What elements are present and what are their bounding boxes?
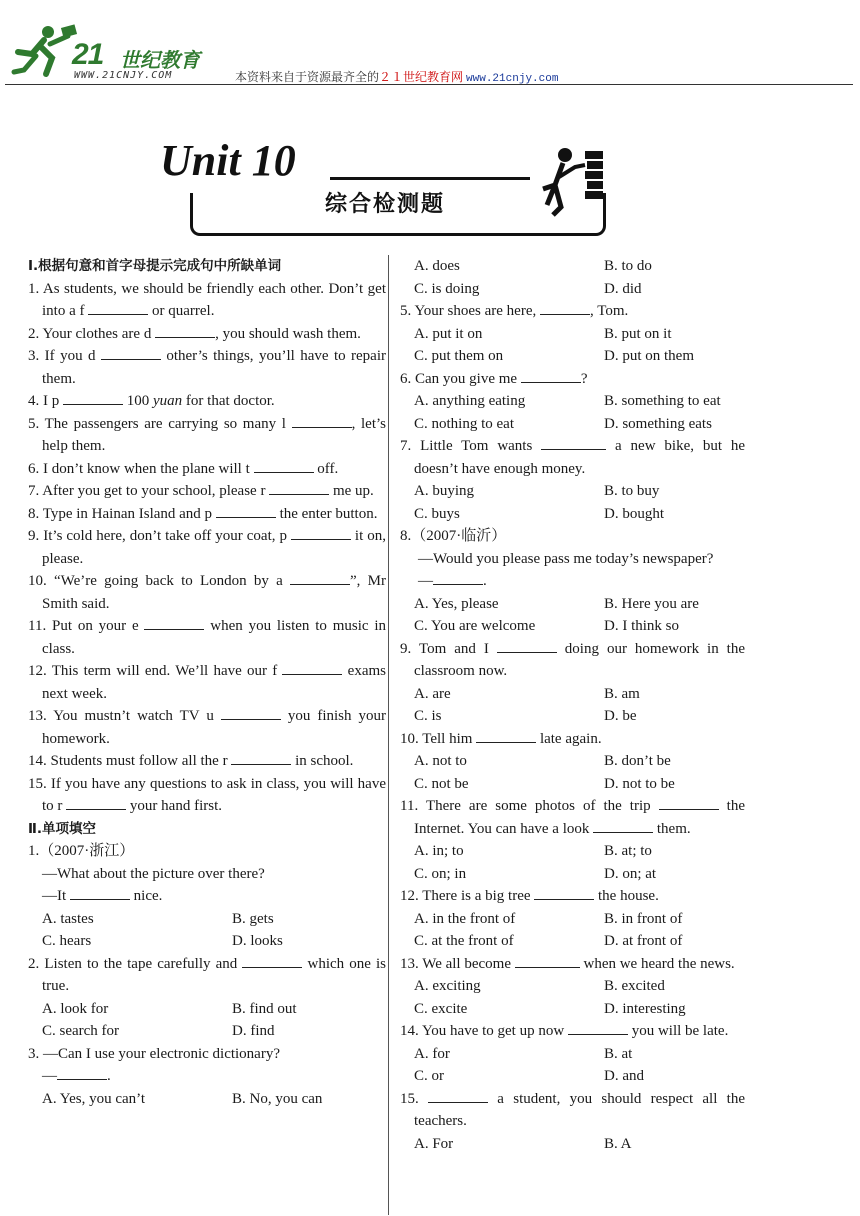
q3-options-ab — [28, 1088, 386, 1111]
q11-blank2[interactable] — [593, 818, 653, 833]
q10-option-d[interactable]: D. not to be — [604, 775, 675, 792]
q5-option-b[interactable]: B. put on it — [604, 325, 672, 342]
q3-dash: — — [42, 1068, 57, 1084]
q15-option-b[interactable]: B. A — [604, 1135, 632, 1152]
left-column — [28, 255, 386, 1110]
fill-blank[interactable] — [63, 390, 123, 405]
item-number: 5. — [28, 415, 40, 432]
q6-option-a[interactable]: A. anything eating — [414, 393, 526, 409]
q14-stem-a: You have to get up now — [421, 1023, 565, 1039]
item-text-b: you finish your homework. — [42, 708, 387, 747]
fill-blank[interactable] — [155, 323, 215, 338]
q12-option-a[interactable]: A. in the front of — [414, 910, 516, 927]
q13-stem-b: when we heard the news. — [579, 955, 735, 972]
q1-blank[interactable] — [70, 885, 130, 900]
item-text-b: exams next week. — [42, 663, 387, 702]
item-text-a: It’s cold here, don’t take off your coat, p — [43, 528, 287, 544]
q7-option-c[interactable]: C. buys — [414, 505, 460, 522]
fill-blank[interactable] — [292, 413, 352, 428]
q7-blank[interactable] — [541, 435, 606, 450]
logo-url-text: WWW.21CNJY.COM — [74, 70, 173, 81]
q8-dash: — — [418, 573, 433, 589]
item-text-d: for that doctor. — [182, 393, 275, 409]
item-text-a: “We’re going back to London by a — [53, 573, 283, 589]
item-number: 3. — [28, 348, 40, 364]
q7-option-a[interactable]: A. buying — [414, 483, 474, 499]
q1-line2-b: nice. — [129, 888, 163, 904]
q6-options-ab — [400, 390, 745, 413]
q9-option-b[interactable]: B. am — [604, 685, 640, 702]
q2-stem-b: which one is true. — [42, 955, 387, 994]
q4-option-a[interactable]: A. does — [414, 258, 460, 274]
q1-option-b[interactable]: B. gets — [232, 910, 274, 927]
q12-stem: 12. There is a big tree the house. — [400, 885, 745, 908]
q3-option-b[interactable]: B. No, you can — [232, 1090, 323, 1107]
q5-options-ab — [400, 323, 745, 346]
q11-option-c[interactable]: C. on; in — [414, 865, 467, 882]
fill-blank[interactable] — [144, 615, 204, 630]
q10-options-cd — [400, 773, 745, 796]
q1-source: 1.（2007·浙江） — [28, 843, 135, 859]
item-text-a: I don’t know when the plane will t — [43, 460, 250, 477]
q11-options-ab — [400, 840, 745, 863]
item-text-a: Your clothes are d — [42, 325, 152, 342]
header-note — [235, 68, 558, 85]
q13-option-d[interactable]: D. interesting — [604, 1000, 686, 1017]
q7-stem-a: Little Tom wants — [420, 438, 533, 454]
q14-blank[interactable] — [568, 1020, 628, 1035]
item-text-b: off. — [313, 460, 339, 477]
q2-option-c[interactable]: C. search for — [42, 1023, 120, 1039]
section1-item — [28, 570, 386, 615]
q5-option-d[interactable]: D. put on them — [604, 348, 694, 364]
q4-option-b[interactable]: B. to do — [604, 258, 652, 274]
q11-option-b[interactable]: B. at; to — [604, 843, 652, 859]
item-number: 7. — [28, 483, 40, 499]
title-underline — [330, 177, 530, 180]
logo-21-text: 21 — [72, 38, 104, 71]
q14-stem-b: you will be late. — [627, 1023, 729, 1039]
q13-blank[interactable] — [515, 953, 580, 968]
header-divider — [5, 84, 853, 85]
q9-stem: 9. Tom and I doing our homework in the classroom now. — [400, 638, 745, 683]
q9-option-a[interactable]: A. are — [414, 685, 451, 702]
q8-options-cd — [400, 615, 745, 638]
column-divider — [388, 255, 389, 1215]
q14-option-a[interactable]: A. for — [414, 1045, 450, 1062]
item-text-b: ”, Mr Smith said. — [42, 573, 386, 612]
q11-option-d[interactable]: D. on; at — [604, 865, 657, 882]
q1-option-a[interactable]: A. tastes — [42, 910, 94, 927]
section1-item — [28, 413, 386, 458]
q6-stem: 6. Can you give me ? — [400, 368, 745, 391]
q2-stem-a: Listen to the tape carefully and — [44, 955, 238, 972]
q1-line2 — [28, 885, 386, 908]
q7-options-ab — [400, 480, 745, 503]
item-number: 6. — [28, 460, 40, 477]
q6-stem-a: Can you give me — [415, 370, 518, 387]
q7-stem: 7. Little Tom wants a new bike, but he doesn’t have enough money. — [400, 435, 745, 480]
page-header — [0, 0, 860, 90]
section1-item — [28, 323, 386, 346]
q12-option-b[interactable]: B. in front of — [604, 910, 683, 927]
q6-stem-b: ? — [580, 370, 588, 387]
q15-stem: 15. a student, you should respect all the teachers. — [400, 1088, 745, 1133]
q10-blank[interactable] — [476, 728, 536, 743]
header-note-url[interactable]: www.21cnjy.com — [466, 73, 559, 85]
q11-stem: 11. There are some photos of the trip the Internet. You can have a look them. — [400, 795, 745, 840]
q6-option-c[interactable]: C. nothing to eat — [414, 415, 514, 432]
fill-blank[interactable] — [101, 345, 161, 360]
q1-options-ab — [28, 908, 386, 931]
q9-options-ab — [400, 683, 745, 706]
q14-options-ab — [400, 1043, 745, 1066]
q15-stem-b: a student, you should respect all the teachers. — [414, 1090, 745, 1129]
q15-blank[interactable] — [428, 1088, 488, 1103]
item-number: 2. — [28, 325, 40, 342]
q9-stem-b: doing our homework in the classroom now. — [414, 640, 746, 679]
q10-stem-b: late again. — [536, 730, 602, 747]
q5-stem: 5. Your shoes are here, , Tom. — [400, 300, 745, 323]
title-block — [160, 125, 620, 250]
q5-blank[interactable] — [540, 300, 590, 315]
q10-option-c[interactable]: C. not be — [414, 775, 469, 792]
q2-option-b[interactable]: B. find out — [232, 1000, 297, 1017]
q10-stem: 10. Tell him late again. — [400, 728, 745, 751]
section1-item — [28, 458, 386, 481]
q11-options-cd — [400, 863, 745, 886]
q13-option-a[interactable]: A. exciting — [414, 978, 481, 994]
item-text-b: 100 — [123, 393, 153, 409]
item-text-b: your hand first. — [126, 798, 222, 814]
item-number: 10. — [28, 573, 47, 589]
q13-options-cd — [400, 998, 745, 1021]
q11-option-a[interactable]: A. in; to — [414, 843, 464, 859]
q2-option-d[interactable]: D. find — [232, 1023, 275, 1039]
section1-item — [28, 503, 386, 526]
item-text-italic: yuan — [153, 393, 183, 409]
item-text-b: when you listen to music in class. — [42, 618, 387, 657]
q5-options-cd — [400, 345, 745, 368]
item-text-a: If you have any questions to ask in class, you will have to r — [42, 775, 387, 814]
q14-stem: 14. You have to get up now you will be late. — [400, 1020, 745, 1043]
q1-option-c[interactable]: C. hears — [42, 933, 92, 949]
item-text-b: it on, please. — [42, 528, 387, 567]
q8-blank[interactable] — [433, 570, 483, 585]
q10-option-a[interactable]: A. not to — [414, 753, 467, 769]
q11-blank1[interactable] — [659, 795, 719, 810]
q2-blank[interactable] — [242, 953, 302, 968]
q10-stem-a: Tell him — [422, 730, 473, 747]
q14-option-b[interactable]: B. at — [604, 1045, 633, 1062]
site-logo — [10, 22, 220, 82]
section1-list — [28, 278, 386, 818]
fill-blank[interactable] — [66, 795, 126, 810]
q10-options-ab — [400, 750, 745, 773]
q10-option-b[interactable]: B. don’t be — [604, 753, 671, 769]
q8-option-a[interactable]: A. Yes, please — [414, 595, 499, 612]
section2-heading: Ⅱ.单项填空 — [28, 820, 97, 837]
q9-blank[interactable] — [497, 638, 557, 653]
q14-option-c[interactable]: C. or — [414, 1068, 444, 1084]
q13-options-ab — [400, 975, 745, 998]
q12-options-ab — [400, 908, 745, 931]
subtitle: 综合检测题 — [325, 192, 446, 217]
fill-blank[interactable] — [216, 503, 276, 518]
item-number: 11. — [28, 618, 47, 634]
q9-option-c[interactable]: C. is — [414, 708, 442, 724]
runner-logo-icon — [10, 22, 80, 82]
section1-item — [28, 278, 386, 323]
q15-options-ab — [400, 1133, 745, 1156]
section1-item — [28, 773, 386, 818]
q8-line1: —Would you please pass me today’s newspaper? — [418, 550, 714, 567]
q9-stem-a: Tom and I — [418, 640, 489, 657]
q11-stem-b: the Internet. You can have a look — [414, 798, 745, 837]
fill-blank[interactable] — [254, 458, 314, 473]
section1-item — [28, 660, 386, 705]
q1-line1: —What about the picture over there? — [42, 865, 265, 882]
item-text-b: in school. — [291, 753, 354, 769]
q4-option-d[interactable]: D. did — [604, 280, 642, 297]
section1-item — [28, 750, 386, 773]
item-text-a: Students must follow all the r — [50, 753, 228, 769]
q3-stem: 3. —Can I use your electronic dictionary? — [28, 1045, 280, 1062]
q8-option-b[interactable]: B. Here you are — [604, 595, 699, 612]
item-text-a: Type in Hainan Island and p — [42, 505, 213, 522]
q4-options-ab — [400, 255, 745, 278]
logo-cn-text: 世纪教育 — [120, 48, 200, 72]
fill-blank[interactable] — [282, 660, 342, 675]
item-text-a: The passengers are carrying so many l — [44, 415, 286, 432]
q12-blank[interactable] — [534, 885, 594, 900]
item-text-b: me up. — [329, 483, 374, 499]
q7-option-d[interactable]: D. bought — [604, 505, 664, 522]
q15-option-a[interactable]: A. For — [414, 1135, 454, 1152]
q9-options-cd — [400, 705, 745, 728]
item-text-a: As students, we should be friendly each other. Don’t get into a f — [42, 280, 386, 319]
q3-option-a[interactable]: A. Yes, you can’t — [42, 1090, 146, 1107]
fill-blank[interactable] — [221, 705, 281, 720]
item-text-b: or quarrel. — [148, 303, 215, 319]
item-number: 12. — [28, 663, 47, 679]
q1-option-d[interactable]: D. looks — [232, 933, 283, 949]
item-text-a: After you get to your school, please r — [42, 483, 266, 499]
q12-option-c[interactable]: C. at the front of — [414, 933, 514, 949]
item-number: 9. — [28, 528, 40, 544]
fill-blank[interactable] — [290, 570, 350, 585]
item-number: 13. — [28, 708, 47, 724]
q4-option-c[interactable]: C. is doing — [414, 280, 480, 297]
q5-option-a[interactable]: A. put it on — [414, 325, 483, 342]
q8-option-c[interactable]: C. You are welcome — [414, 618, 536, 634]
q5-stem-a: Your shoes are here, — [414, 303, 537, 319]
item-number: 1. — [28, 280, 40, 297]
q8-options-ab — [400, 593, 745, 616]
q3-blank[interactable] — [57, 1065, 107, 1080]
item-text-a: You mustn’t watch TV u — [53, 708, 214, 724]
q13-option-c[interactable]: C. excite — [414, 1000, 468, 1017]
section1-item — [28, 480, 386, 503]
q11-stem-a: There are some photos of the trip — [425, 798, 651, 814]
q8-source: 8.（2007·临沂） — [400, 528, 507, 544]
item-number: 4. — [28, 393, 40, 409]
q13-stem-a: We all become — [422, 955, 511, 972]
unit-title: Unit 10 — [160, 136, 296, 185]
q11-stem-c: them. — [653, 820, 691, 837]
q2-options-ab — [28, 998, 386, 1021]
fill-blank[interactable] — [269, 480, 329, 495]
q2-stem: 2. Listen to the tape carefully and which one is true. — [28, 953, 386, 998]
q1-options-cd — [28, 930, 386, 953]
q8-option-d[interactable]: D. I think so — [604, 618, 679, 634]
q6-options-cd — [400, 413, 745, 436]
q8-answer-line: — . — [400, 570, 745, 593]
q13-option-b[interactable]: B. excited — [604, 978, 665, 994]
item-text-a: This term will end. We’ll have our f — [51, 663, 278, 679]
q7-option-b[interactable]: B. to buy — [604, 483, 660, 499]
item-text-a: Put on your e — [52, 618, 139, 634]
q12-options-cd — [400, 930, 745, 953]
fill-blank[interactable] — [231, 750, 291, 765]
item-text-a: I p — [43, 393, 60, 409]
q9-option-d[interactable]: D. be — [604, 708, 637, 724]
q7-stem-b: a new bike, but he doesn’t have enough money. — [414, 438, 746, 477]
q2-options-cd — [28, 1020, 386, 1043]
q5-option-c[interactable]: C. put them on — [414, 348, 504, 364]
q6-option-b[interactable]: B. something to eat — [604, 393, 721, 409]
header-note-site[interactable]: ２１世纪教育网 — [379, 70, 464, 84]
q5-stem-b: , Tom. — [589, 303, 629, 319]
section1-heading: Ⅰ.根据句意和首字母提示完成句中所缺单词 — [28, 258, 282, 274]
section1-item — [28, 705, 386, 750]
item-text-b: other’s things, you’ll have to repair them. — [42, 348, 387, 387]
fill-blank[interactable] — [88, 300, 148, 315]
q14-option-d[interactable]: D. and — [604, 1068, 644, 1084]
item-text-b: the enter button. — [275, 505, 378, 522]
q3-answer-line: — . — [28, 1065, 386, 1088]
header-note-prefix: 本资料来自于资源最齐全的 — [235, 70, 380, 84]
q6-blank[interactable] — [521, 368, 581, 383]
q12-stem-a: There is a big tree — [422, 888, 531, 904]
item-text-a: If you d — [44, 348, 96, 364]
item-text-b: , let’s help them. — [42, 415, 387, 454]
q7-options-cd — [400, 503, 745, 526]
q12-stem-b: the house. — [594, 888, 659, 904]
item-number: 14. — [28, 753, 47, 769]
section1-item — [28, 345, 386, 390]
section1-item — [28, 615, 386, 660]
item-number: 15. — [28, 775, 47, 792]
q4-options-cd — [400, 278, 745, 301]
q6-option-d[interactable]: D. something eats — [604, 415, 712, 432]
q13-stem: 13. We all become when we heard the news. — [400, 953, 745, 976]
section1-item — [28, 390, 386, 413]
right-column — [400, 255, 745, 1155]
q12-option-d[interactable]: D. at front of — [604, 933, 683, 949]
section1-item — [28, 525, 386, 570]
q14-options-cd — [400, 1065, 745, 1088]
item-number: 8. — [28, 505, 40, 522]
q2-option-a[interactable]: A. look for — [42, 1000, 109, 1017]
item-text-b: , you should wash them. — [215, 325, 361, 342]
q1-line2-a: —It — [42, 888, 67, 904]
fill-blank[interactable] — [291, 525, 351, 540]
